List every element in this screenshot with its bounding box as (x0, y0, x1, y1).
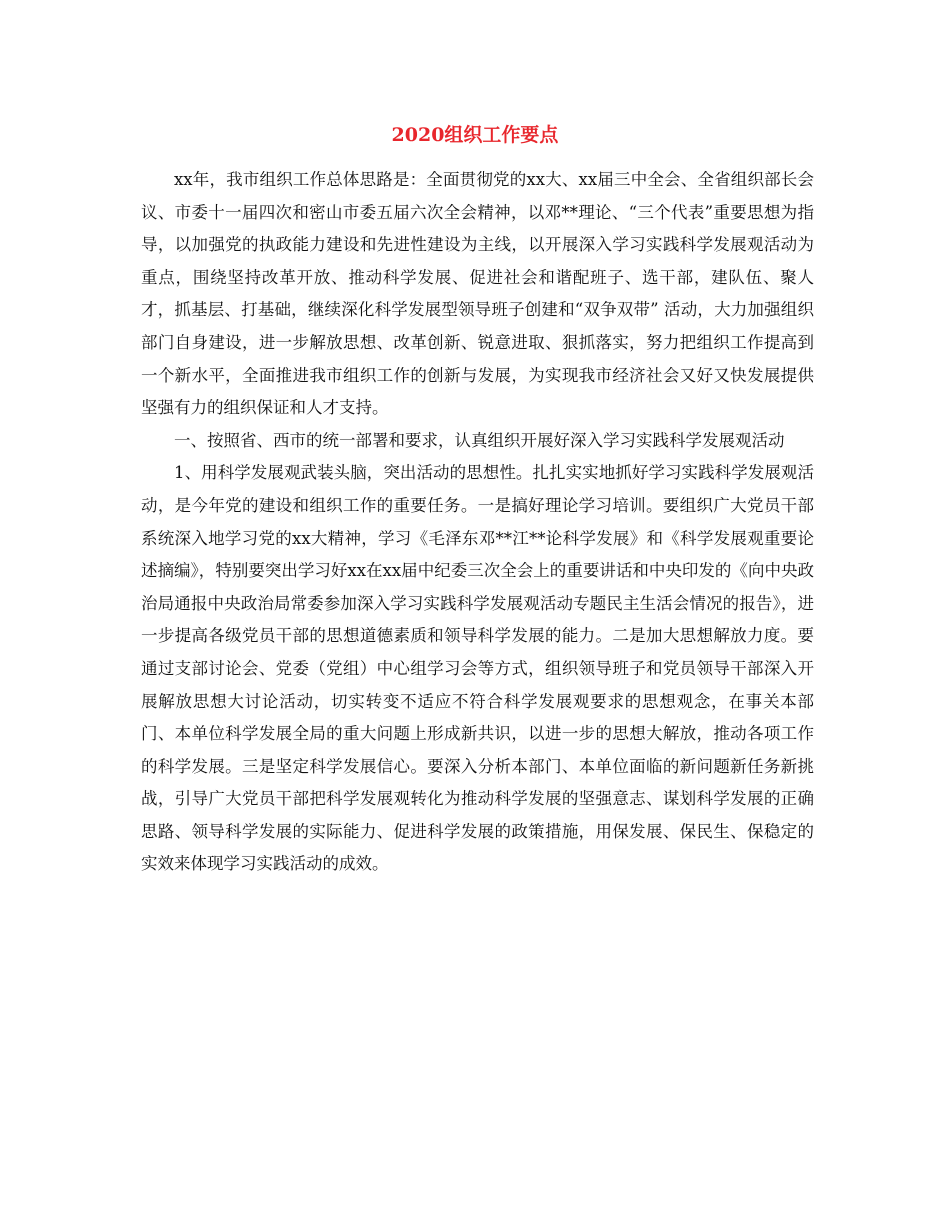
paragraph-section-heading: 一、按照省、西市的统一部署和要求，认真组织开展好深入学习实践科学发展观活动 (174, 430, 785, 450)
document-body (141, 164, 814, 881)
document-title: 2020组织工作要点 (391, 124, 559, 146)
paragraph-intro: xx年，我市组织工作总体思路是：全面贯彻党的xx大、xx届三中全会、全省组织部长会议、市委十一届四次和密山市委五届六次全会精神，以邓**理论、“三个代表”重要思想为指导，以加强党的执政能力建设和先进性建设为主线，以开展深入学习实践科学发展观活动为重点，围绕坚持改革开放、推动科学发展、促进社会和谐配班子、选干部，建队伍、聚人才，抓基层、打基础，继续深化科学发展型领导班子创建和“双争双带” 活动，大力加强组织部门自身建设，进一步解放思想、改革创新、锐意进取、狠抓落实，努力把组织工作提高到一个新水平，全面推进我市组织工作的创新与发展，为实现我市经济社会又好又快发展提供坚强有力的组织保证和人才支持。 (141, 170, 814, 418)
paragraph-item-1: 1、用科学发展观武装头脑，突出活动的思想性。扎扎实实地抓好学习实践科学发展观活动，是今年党的建设和组织工作的重要任务。一是搞好理论学习培训。要组织广大党员干部系统深入地学习党的xx大精神，学习《毛泽东邓**江**论科学发展》和《科学发展观重要论述摘编》，特别要突出学习好xx在xx届中纪委三次全会上的重要讲话和中央印发的《向中央政治局通报中央政治局常委参加深入学习实践科学发展观活动专题民主生活会情况的报告》，进一步提高各级党员干部的思想道德素质和领导科学发展的能力。二是加大思想解放力度。要通过支部讨论会、党委（党组）中心组学习会等方式，组织领导班子和党员领导干部深入开展解放思想大讨论活动，切实转变不适应不符合科学发展观要求的思想观念，在事关本部门、本单位科学发展全局的重大问题上形成新共识，以进一步的思想大解放，推动各项工作的科学发展。三是坚定科学发展信心。要深入分析本部门、本单位面临的新问题新任务新挑战，引导广大党员干部把科学发展观转化为推动科学发展的坚强意志、谋划科学发展的正确思路、领导科学发展的实际能力、促进科学发展的政策措施，用保发展、保民生、保稳定的实效来体现学习实践活动的成效。 (141, 463, 814, 874)
